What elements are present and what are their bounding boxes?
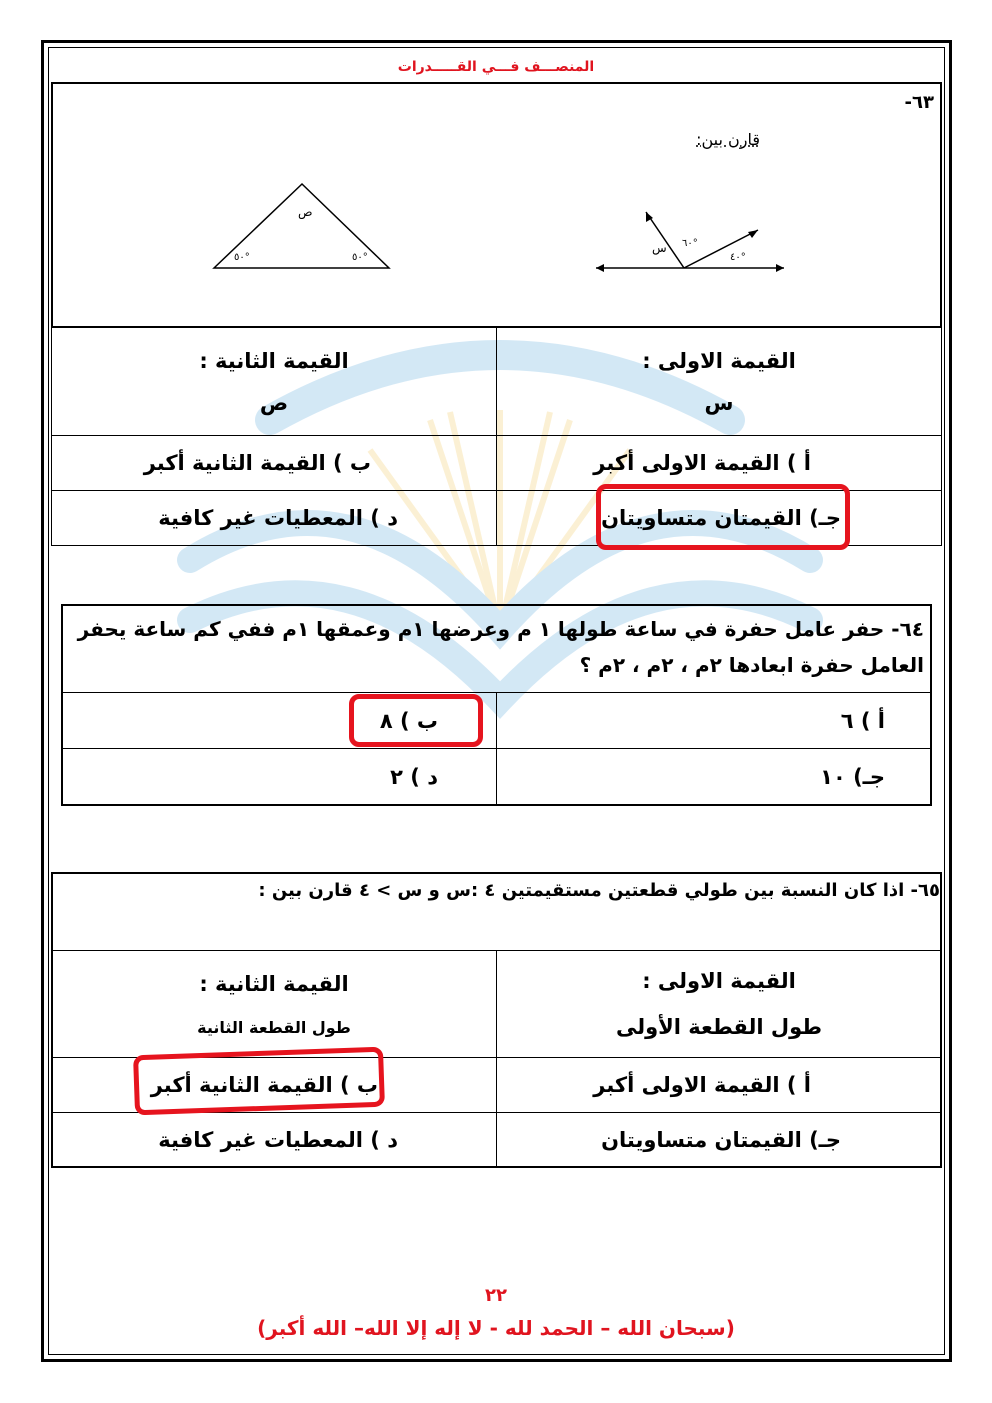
page-header: المنصـــف فـــي القـــــدرات xyxy=(397,59,595,75)
q65-second-value-label: القيمة الثانية : xyxy=(199,971,349,996)
q63-angle-50-left: ٥٠° xyxy=(234,252,250,263)
q65-question-text: ٦٥- اذا كان النسبة بين طولي قطعتين مستقيمتين ٤ :س و س > ٤ قارن بين : xyxy=(258,880,940,901)
q64-answer-highlight xyxy=(349,694,483,747)
q63-option-a[interactable]: أ ) القيمة الاولى أكبر xyxy=(496,435,942,491)
q63-label-x: س xyxy=(652,241,667,255)
q64-option-c[interactable]: جـ) ١٠ xyxy=(496,748,932,806)
q63-answer-highlight xyxy=(596,484,850,550)
q63-angle-50-right: ٥٠° xyxy=(352,252,368,263)
q63-second-value-cell xyxy=(51,327,497,436)
q65-second-value: طول القطعة الثانية xyxy=(197,1017,351,1037)
q64-option-a[interactable]: أ ) ٦ xyxy=(496,692,932,749)
q65-first-value-cell xyxy=(496,950,942,1058)
q63-first-value: س xyxy=(704,390,734,415)
q65-option-d[interactable]: د ) المعطيات غير كافية xyxy=(51,1112,497,1168)
q63-option-d[interactable]: د ) المعطيات غير كافية xyxy=(51,490,497,546)
q63-second-value-label: القيمة الثانية : xyxy=(199,348,349,373)
q65-option-c[interactable]: جـ) القيمتان متساويتان xyxy=(496,1112,942,1168)
page-number: ٢٢ xyxy=(485,1285,507,1306)
q63-option-b[interactable]: ب ) القيمة الثانية أكبر xyxy=(51,435,497,491)
q63-label-y: ص xyxy=(298,205,313,219)
q63-angle-40: ٤٠° xyxy=(730,252,746,263)
q63-figure-box xyxy=(51,82,942,328)
q63-option-c[interactable]: جـ) القيمتان متساويتان xyxy=(496,490,942,546)
q63-angle-60: ٦٠° xyxy=(682,238,698,249)
q65-answer-highlight xyxy=(133,1047,385,1116)
q65-first-value: طول القطعة الأولى xyxy=(615,1015,823,1039)
q63-triangle-figure xyxy=(210,180,395,272)
q63-instruction: قارن بين: xyxy=(696,130,760,149)
q63-second-value: ص xyxy=(259,390,289,415)
footer-text: (سبحان الله – الحمد لله - لا إله إلا الله– الله أكبر) xyxy=(257,1316,735,1340)
q63-number: ٦٣- xyxy=(904,92,934,113)
q65-second-value-cell xyxy=(51,950,497,1058)
q64-question-text: ٦٤- حفر عامل حفرة في ساعة طولها ١ م وعرضها ١م وعمقها ١م ففي كم ساعة يحفر العامل حفرة ابعادها ٢م ، ٢م ، ٢م ؟ xyxy=(77,617,924,677)
q64-option-d[interactable]: د ) ٢ xyxy=(61,748,497,806)
q63-first-value-label: القيمة الاولى : xyxy=(642,348,796,373)
q63-first-value-cell xyxy=(496,327,942,436)
q65-option-a[interactable]: أ ) القيمة الاولى أكبر xyxy=(496,1057,942,1113)
q63-angle-figure xyxy=(590,200,790,280)
q64-option-b[interactable]: ب ) ٨ xyxy=(61,692,497,749)
q65-option-b[interactable]: ب ) القيمة الثانية أكبر xyxy=(51,1057,497,1113)
q65-first-value-label: القيمة الاولى : xyxy=(642,969,796,993)
